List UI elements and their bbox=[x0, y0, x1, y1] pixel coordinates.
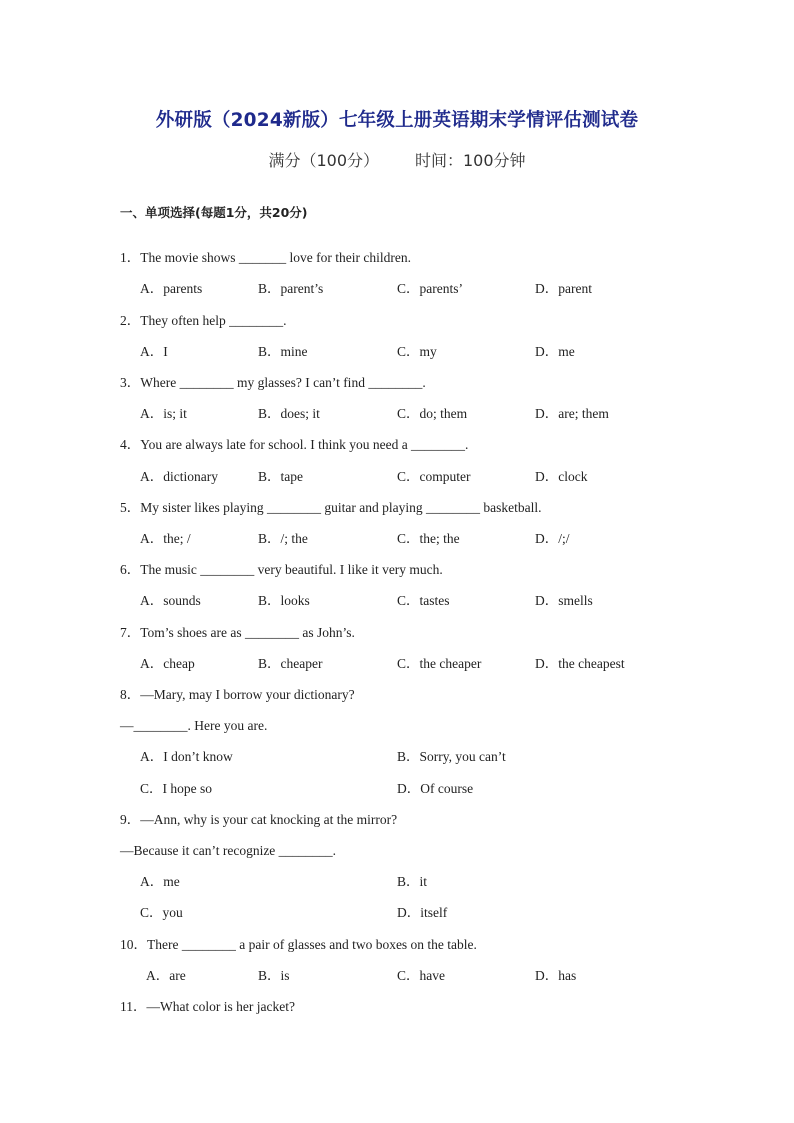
question-6-option-a: A．sounds bbox=[140, 593, 201, 608]
question-6-option-b: B．looks bbox=[258, 593, 310, 608]
question-6-option-d: D．smells bbox=[535, 593, 593, 608]
question-7-stem: 7．Tom’s shoes are as ________ as John’s. bbox=[120, 625, 355, 640]
question-1-stem: 1．The movie shows _______ love for their children. bbox=[120, 250, 411, 265]
question-5-stem: 5．My sister likes playing ________ guitar and playing ________ basketball. bbox=[120, 500, 542, 515]
question-9-option-c: C．you bbox=[140, 905, 183, 920]
full-score: 满分（100分） bbox=[268, 151, 379, 170]
question-5-option-a: A．the; / bbox=[140, 531, 191, 546]
question-4-option-c: C．computer bbox=[397, 469, 471, 484]
question-8-stem-reply: —________. Here you are. bbox=[120, 718, 268, 733]
question-10-stem: 10．There ________ a pair of glasses and two boxes on the table. bbox=[120, 937, 477, 952]
question-6-option-c: C．tastes bbox=[397, 593, 450, 608]
question-6-stem: 6．The music ________ very beautiful. I like it very much. bbox=[120, 562, 443, 577]
question-7-option-a: A．cheap bbox=[140, 656, 195, 671]
exam-time: 时间：100分钟 bbox=[415, 151, 526, 170]
exam-title: 外研版（2024新版）七年级上册英语期末学情评估测试卷 bbox=[155, 110, 639, 131]
question-9-option-a: A．me bbox=[140, 874, 180, 889]
question-7-option-c: C．the cheaper bbox=[397, 656, 482, 671]
question-10-option-c: C．have bbox=[397, 968, 445, 983]
question-3-option-c: C．do; them bbox=[397, 406, 468, 421]
section-heading: 一、单项选择(每题1分，共20分) bbox=[120, 205, 308, 220]
question-10-option-d: D．has bbox=[535, 968, 577, 983]
question-7-option-d: D．the cheapest bbox=[535, 656, 625, 671]
question-8-option-b: B．Sorry, you can’t bbox=[397, 749, 506, 764]
question-3-option-b: B．does; it bbox=[258, 406, 320, 421]
question-9-option-d: D．itself bbox=[397, 905, 448, 920]
question-5-option-b: B．/; the bbox=[258, 531, 308, 546]
question-8-option-a: A．I don’t know bbox=[140, 749, 233, 764]
question-1-option-d: D．parent bbox=[535, 281, 592, 296]
question-1-option-c: C．parents’ bbox=[397, 281, 463, 296]
question-8-option-c: C．I hope so bbox=[140, 781, 212, 796]
question-3-option-a: A．is; it bbox=[140, 406, 187, 421]
question-9-stem-reply: —Because it can’t recognize ________. bbox=[120, 843, 337, 858]
question-4-stem: 4．You are always late for school. I think you need a ________. bbox=[120, 437, 469, 452]
question-2-stem: 2．They often help ________. bbox=[120, 313, 287, 328]
question-4-option-b: B．tape bbox=[258, 469, 303, 484]
question-9-stem: 9．—Ann, why is your cat knocking at the mirror? bbox=[120, 812, 398, 827]
question-10-option-a: A．are bbox=[146, 968, 186, 983]
question-1-option-b: B．parent’s bbox=[258, 281, 324, 296]
question-7-option-b: B．cheaper bbox=[258, 656, 323, 671]
question-2-option-d: D．me bbox=[535, 344, 575, 359]
question-2-option-a: A．I bbox=[140, 344, 168, 359]
exam-info bbox=[0, 148, 794, 171]
question-3-option-d: D．are; them bbox=[535, 406, 609, 421]
question-10-option-b: B．is bbox=[258, 968, 290, 983]
question-4-option-d: D．clock bbox=[535, 469, 588, 484]
question-2-option-c: C．my bbox=[397, 344, 437, 359]
question-9-option-b: B．it bbox=[397, 874, 428, 889]
question-11-stem: 11．—What color is her jacket? bbox=[120, 999, 295, 1014]
question-5-option-c: C．the; the bbox=[397, 531, 460, 546]
question-2-option-b: B．mine bbox=[258, 344, 308, 359]
question-8-option-d: D．Of course bbox=[397, 781, 474, 796]
question-1-option-a: A．parents bbox=[140, 281, 203, 296]
question-4-option-a: A．dictionary bbox=[140, 469, 218, 484]
question-8-stem: 8．—Mary, may I borrow your dictionary? bbox=[120, 687, 355, 702]
question-3-stem: 3．Where ________ my glasses? I can’t find ________. bbox=[120, 375, 426, 390]
question-5-option-d: D．/;/ bbox=[535, 531, 570, 546]
